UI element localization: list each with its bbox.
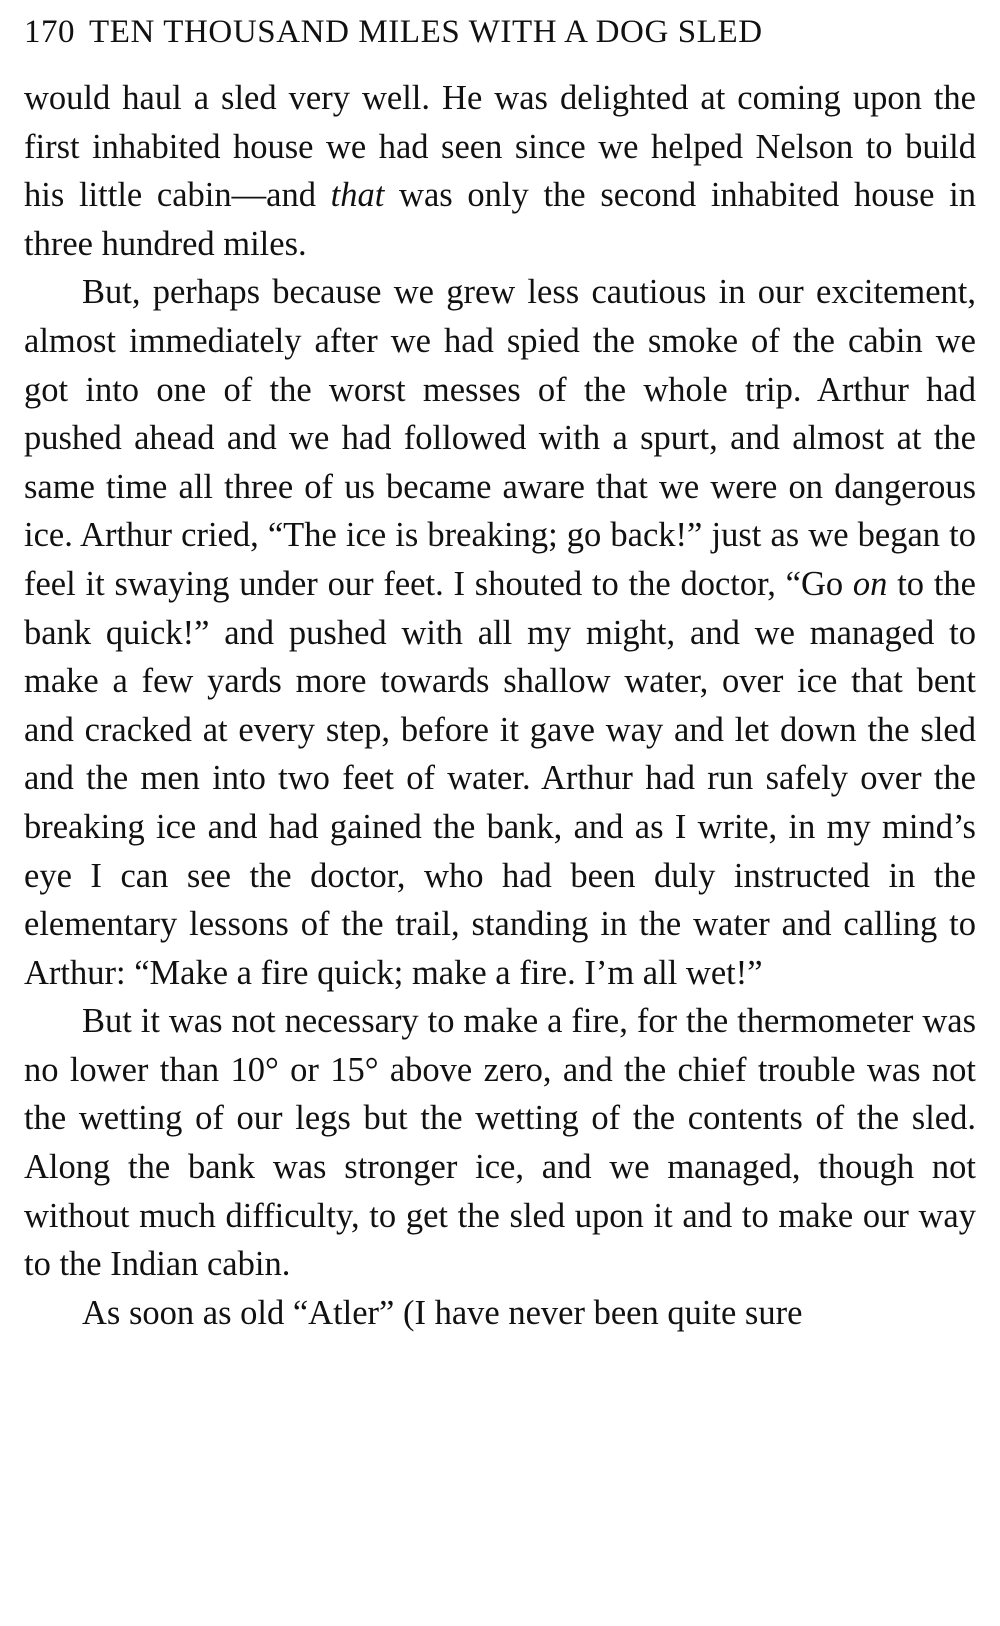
paragraph-4: As soon as old “Atler” (I have never been quite sure xyxy=(82,1293,803,1332)
running-head xyxy=(24,14,976,74)
paragraph-2 xyxy=(24,268,976,997)
paragraph-1-emphasis: that xyxy=(330,176,385,215)
paragraph-1-text-b: was only the second inhabited house in three hundred miles. xyxy=(24,176,976,263)
paragraph-3: But it was not necessary to make a fire, for the thermometer was no lower than 10° or 15° above zero, and the chief trouble was not the wetting of our legs but the wetting of the contents of the sled. Along the bank was stronger ice, and we managed, though not without much difficulty, to get the sled upon it and to make our way to the Indian cabin. xyxy=(24,1002,976,1284)
paragraph-1-text-a: would haul a sled very well. He was delighted at coming upon the first inhabited house we had seen since we helped Nelson to build his little cabin—and xyxy=(24,79,976,215)
paragraph-2-text-b: to the bank quick!” and pushed with all my might, and we managed to make a few yards more towards shallow water, over ice that bent and cracked at every step, before it gave way and let down the sled and the men into two feet of water. Arthur had run safely over the breaking ice and had gained the bank, and as I write, in my mind’s eye I can see the doctor, who had been duly instructed in the elementary lessons of the trail, standing in the water and calling to Arthur: “Make a fire quick; make a fire. I’m all wet!” xyxy=(24,564,976,992)
paragraph-2-text-a: But, perhaps because we grew less cautious in our excitement, almost immediately after we had spied the smoke of the cabin we got into one of the worst messes of the whole trip. Arthur had pushed ahead and we had followed with a spurt, and almost at the same time all three of us became aware that we were on dangerous ice. Arthur cried, “The ice is breaking; go back!” just as we began to feel it swaying under our feet. I shouted to the doctor, “Go xyxy=(24,273,976,603)
page-number: 170 xyxy=(24,14,75,50)
paragraph-2-emphasis: on xyxy=(852,564,888,603)
paragraph-1 xyxy=(24,74,976,268)
running-title: TEN THOUSAND MILES WITH A DOG SLED xyxy=(89,14,763,50)
book-page xyxy=(24,14,976,1337)
body-text xyxy=(24,74,976,1337)
